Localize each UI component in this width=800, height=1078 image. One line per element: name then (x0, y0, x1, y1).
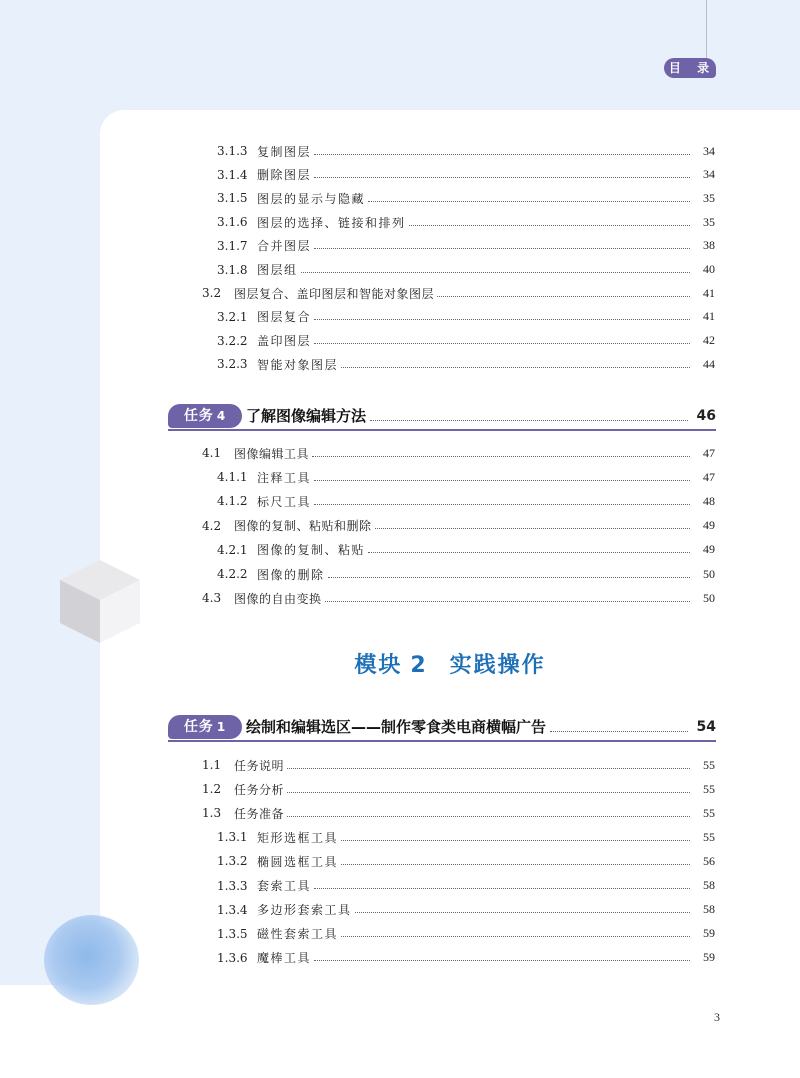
section-title: 图层复合、盖印图层和智能对象图层 (234, 286, 435, 301)
section-page-number: 58 (703, 902, 715, 917)
task-underline (168, 740, 716, 742)
module-heading: 模块 2 实践操作 (354, 653, 546, 678)
dot-leader (287, 814, 690, 817)
section-number: 1.3.4 (217, 902, 248, 917)
toc-entry[interactable] (0, 141, 800, 161)
dot-leader (314, 886, 690, 889)
task-title: 绘制和编辑选区——制作零食类电商横幅广告 (246, 718, 547, 736)
task-page-number: 46 (696, 408, 716, 424)
toc-entry[interactable] (0, 779, 800, 799)
dot-leader (314, 478, 690, 481)
page-number: 3 (714, 1010, 720, 1024)
toc-entry[interactable] (0, 307, 800, 327)
section-title: 图像编辑工具 (234, 446, 310, 461)
section-title: 图像的删除 (257, 567, 325, 582)
section-number: 3.1.4 (217, 167, 248, 182)
toc-entry[interactable] (0, 803, 800, 823)
section-number: 4.1.1 (217, 470, 248, 485)
dot-leader (341, 365, 690, 368)
section-page-number: 40 (703, 262, 715, 276)
section-page-number: 50 (703, 566, 715, 581)
task-title: 了解图像编辑方法 (246, 407, 367, 425)
toc-entry[interactable] (0, 948, 800, 968)
dot-leader (314, 317, 690, 320)
section-number: 4.2.1 (217, 542, 248, 557)
section-page-number: 47 (703, 445, 715, 460)
section-number: 1.2 (202, 782, 222, 797)
dot-leader (370, 418, 688, 421)
section-title: 任务分析 (234, 782, 285, 797)
toc-entry[interactable] (0, 188, 800, 208)
section-page-number: 55 (703, 805, 715, 820)
section-title: 图层复合 (257, 310, 312, 325)
section-title: 椭圆选框工具 (257, 854, 339, 869)
toc-entry[interactable] (0, 564, 800, 584)
toc-entry[interactable] (0, 283, 800, 303)
section-title: 魔棒工具 (257, 951, 312, 966)
section-page-number: 49 (703, 542, 715, 557)
section-title: 图像的复制、粘贴 (257, 543, 366, 558)
section-page-number: 55 (703, 757, 715, 772)
section-number: 4.3 (202, 591, 222, 606)
section-title: 任务说明 (234, 758, 285, 773)
dot-leader (314, 502, 690, 505)
toc-entry[interactable] (0, 851, 800, 871)
toc-entry[interactable] (0, 467, 800, 487)
section-page-number: 42 (703, 333, 715, 348)
tab-hanger-line (706, 0, 707, 60)
section-number: 3.2.1 (217, 309, 248, 324)
section-title: 智能对象图层 (257, 357, 339, 372)
section-title: 多边形套索工具 (257, 903, 352, 918)
section-number: 3.2.2 (217, 333, 248, 348)
section-number: 1.3.1 (217, 830, 248, 845)
section-title: 矩形选框工具 (257, 830, 339, 845)
task-underline (168, 429, 716, 431)
task-badge: 任务 4 (168, 404, 242, 428)
section-page-number: 55 (703, 829, 715, 844)
section-page-number: 48 (703, 493, 715, 508)
toc-entry[interactable] (0, 540, 800, 560)
section-page-number: 41 (703, 285, 715, 300)
section-page-number: 49 (703, 518, 715, 533)
section-page-number: 44 (703, 356, 715, 371)
section-page-number: 34 (703, 143, 715, 158)
dot-leader (368, 550, 690, 553)
toc-entry[interactable] (0, 165, 800, 185)
section-page-number: 34 (703, 167, 715, 182)
section-number: 4.1.2 (217, 494, 248, 509)
section-page-number: 35 (703, 190, 715, 205)
section-number: 3.1.3 (217, 144, 248, 158)
section-number: 3.1.7 (217, 238, 248, 253)
section-title: 合并图层 (257, 239, 312, 254)
section-number: 3.2.3 (217, 357, 248, 372)
dot-leader (314, 958, 690, 961)
dot-leader (314, 246, 690, 249)
section-page-number: 55 (703, 781, 715, 796)
toc-entry[interactable] (0, 588, 800, 608)
dot-leader (355, 910, 690, 913)
section-number: 1.3.3 (217, 878, 248, 893)
section-page-number: 41 (703, 309, 715, 324)
toc-entry[interactable] (0, 900, 800, 920)
toc-tab[interactable]: 目 录 (664, 58, 716, 78)
section-title: 删除图层 (257, 168, 312, 183)
dot-leader (341, 838, 690, 841)
dot-leader (341, 862, 690, 865)
section-page-number: 47 (703, 469, 715, 484)
dot-leader (312, 454, 690, 457)
section-number: 1.3.6 (217, 950, 248, 965)
section-number: 3.2 (202, 286, 222, 301)
toc-entry[interactable] (0, 491, 800, 511)
section-title: 标尺工具 (257, 494, 312, 509)
dot-leader (328, 575, 690, 578)
dot-leader (325, 599, 690, 602)
toc-entry[interactable] (0, 827, 800, 847)
dot-leader (314, 152, 690, 155)
dot-leader (341, 934, 690, 937)
task-badge: 任务 1 (168, 715, 242, 739)
section-number: 4.1 (202, 446, 222, 460)
section-number: 3.1.5 (217, 191, 248, 206)
section-page-number: 56 (703, 853, 715, 868)
toc-entry[interactable] (0, 876, 800, 896)
section-page-number: 50 (703, 590, 715, 605)
section-number: 3.1.6 (217, 215, 248, 230)
section-title: 磁性套索工具 (257, 927, 339, 942)
section-title: 图层组 (257, 263, 298, 277)
dot-leader (375, 526, 690, 529)
dot-leader (550, 729, 688, 732)
section-title: 图像的自由变换 (234, 591, 322, 606)
page-bottom-margin (0, 985, 800, 1078)
dot-leader (301, 270, 690, 273)
dot-leader (368, 199, 690, 202)
section-page-number: 59 (703, 926, 715, 941)
section-title: 图像的复制、粘贴和删除 (234, 519, 372, 534)
section-number: 4.2.2 (217, 567, 248, 581)
toc-entry[interactable] (0, 443, 800, 463)
task-heading-1[interactable] (0, 715, 800, 741)
task-page-number: 54 (696, 719, 716, 735)
toc-entry[interactable] (0, 924, 800, 944)
section-title: 图层的选择、链接和排列 (257, 215, 406, 230)
section-title: 图层的显示与隐藏 (257, 191, 366, 206)
toc-entry[interactable] (0, 260, 800, 280)
dot-leader (409, 223, 690, 226)
section-title: 盖印图层 (257, 334, 312, 349)
toc-entry[interactable] (0, 516, 800, 536)
toc-entry[interactable] (0, 236, 800, 256)
section-number: 1.3.5 (217, 926, 248, 941)
section-page-number: 59 (703, 950, 715, 965)
dot-leader (314, 175, 690, 178)
dot-leader (287, 790, 690, 793)
section-page-number: 58 (703, 878, 715, 892)
dot-leader (437, 294, 690, 297)
section-title: 套索工具 (257, 879, 312, 893)
toc-entry[interactable] (0, 354, 800, 374)
task-heading-4[interactable] (0, 404, 800, 430)
section-title: 复制图层 (257, 144, 312, 159)
section-number: 1.1 (202, 758, 222, 772)
section-number: 1.3 (202, 806, 222, 821)
section-page-number: 38 (703, 238, 715, 253)
toc-entry[interactable] (0, 755, 800, 775)
section-page-number: 35 (703, 214, 715, 229)
section-number: 4.2 (202, 518, 222, 533)
toc-entry[interactable] (0, 212, 800, 232)
dot-leader (287, 766, 690, 769)
toc-entry[interactable] (0, 331, 800, 351)
section-number: 3.1.8 (217, 262, 248, 277)
dot-leader (314, 341, 690, 344)
section-title: 注释工具 (257, 470, 312, 485)
section-title: 任务准备 (234, 806, 285, 821)
section-number: 1.3.2 (217, 854, 248, 869)
